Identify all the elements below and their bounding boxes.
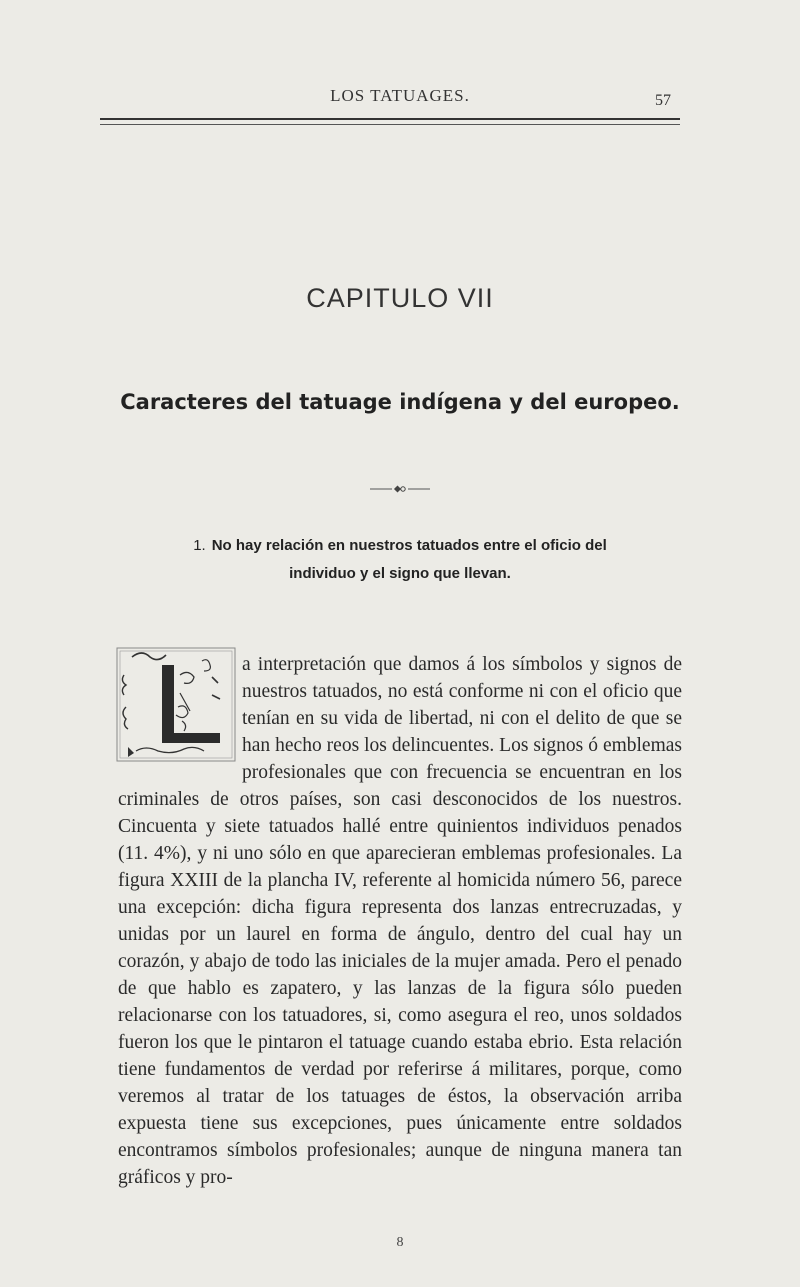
running-title: LOS TATUAGES. [330, 86, 470, 105]
body-paragraph [118, 651, 682, 1191]
ornament-divider-icon [370, 483, 430, 495]
chapter-title: CAPITULO VII [306, 283, 494, 313]
section-number: 1. [193, 537, 206, 554]
header-rule-thick [100, 118, 680, 120]
body-paragraph-text: a interpretación que damos á los símbolos y signos de nuestros tatuados, no está conforme ni con el oficio que tenían en su vida de libertad, ni con el delito de que se han hecho reos los delincuentes. Los signos ó emblemas profesionales que con frecuencia se encuentran en los criminales de otros países, son casi desconocidos de los nuestros. Cincuenta y siete tatuados hallé entre quinientos individuos penados (11. 4%), y ni uno sólo en que aparecieran emblemas profesionales. La figura XXIII de la plancha IV, referente al homicida número 56, parece una excepción: dicha figura representa dos lanzas entrecruzadas, y unidas por un laurel en forma de ángulo, dentro del cual hay un corazón, y abajo de todo las iniciales de la mujer amada. Pero el penado de que hablo es zapatero, y las lanzas de la figura sólo pueden relacionarse con los tatuadores, si, como asegura el reo, unos soldados fueron los que le pintaron el tatuage cuando estaba ebrio. Esta relación tiene fundamentos de verdad por referirse á militares, porque, como veremos al tratar de los tatuages de éstos, la observación arriba expuesta tiene sus excepciones, pues únicamente entre soldados encontramos símbolos profesionales; aunque de ninguna manera tan gráficos y pro- [118, 654, 682, 1188]
signature-mark: 8 [396, 1235, 404, 1250]
header-rule-thin [100, 124, 680, 125]
section-heading-text: No hay relación en nuestros tatuados entre el oficio del individuo y el signo que llevan. [211, 537, 607, 582]
section-heading [170, 532, 630, 588]
page-number: 57 [655, 92, 671, 109]
chapter-subtitle: Caracteres del tatuage indígena y del europeo. [120, 390, 680, 414]
